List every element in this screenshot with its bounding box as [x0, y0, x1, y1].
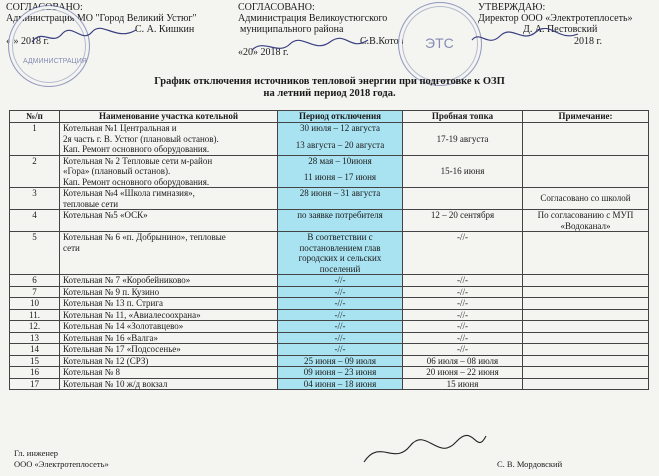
row-name-line: Котельная №4 «Школа гимназия», [63, 188, 195, 198]
row-test: -//- [403, 344, 523, 356]
document-title-line1: График отключения источников тепловой энергии при подготовке к ОЗП [154, 76, 505, 87]
row-test [403, 188, 523, 210]
table-row [10, 332, 649, 344]
footer-position: Гл. инженер [14, 448, 58, 458]
row-name [60, 123, 278, 156]
row-period [278, 232, 403, 275]
row-name-line: Котельная № 2 Тепловые сети м-район [63, 155, 213, 166]
table-row [10, 321, 649, 333]
approval-middle-title: СОГЛАСОВАНО: [238, 2, 315, 13]
approval-right-signer: Д. А. Пестовский [523, 24, 598, 35]
row-number: 15 [10, 355, 60, 367]
table-row [10, 344, 649, 356]
row-name-line: 2я часть г. В. Устюг (плановый останов). [63, 133, 219, 144]
row-number: 1 [10, 123, 60, 156]
row-name: Котельная № 13 п. Стрига [60, 298, 278, 310]
row-period: -//- [278, 286, 403, 298]
row-test: 15 июня [403, 378, 523, 390]
approval-right-title: УТВЕРЖДАЮ: [478, 2, 546, 13]
row-note [523, 355, 649, 367]
row-name-line: Котельная №1 Центральная и [63, 123, 177, 133]
row-name-line: Кап. Ремонт основного оборудования. [63, 176, 210, 187]
middle-signature [250, 36, 370, 58]
row-name: Котельная № 7 «Коробейниково» [60, 275, 278, 287]
approval-left-signer: С. А. Кишкин [135, 24, 195, 35]
row-note [523, 275, 649, 287]
row-period-line: постановлением глав [299, 242, 381, 253]
row-note [523, 309, 649, 321]
table-row [10, 367, 649, 379]
row-test: 15-16 июня [403, 155, 523, 188]
row-number: 10 [10, 298, 60, 310]
row-test: -//- [403, 275, 523, 287]
approval-left-title: СОГЛАСОВАНО: [6, 2, 83, 13]
footer-company: ООО «Электротеплосеть» [14, 459, 109, 469]
row-period: -//- [278, 309, 403, 321]
table-row [10, 309, 649, 321]
row-name: Котельная № 11, «Авиалесоохрана» [60, 309, 278, 321]
row-period [278, 155, 403, 188]
row-name: Котельная № 10 ж/д вокзал [60, 378, 278, 390]
row-number: 11. [10, 309, 60, 321]
row-note [523, 332, 649, 344]
left-signature [30, 24, 140, 50]
row-number: 2 [10, 155, 60, 188]
row-number: 4 [10, 210, 60, 232]
row-note [523, 232, 649, 275]
row-period-line: 11 июня – 17 июня [303, 172, 377, 182]
approval-left-date: « » 2018 г. [6, 36, 49, 47]
row-test: -//- [403, 321, 523, 333]
row-name [60, 155, 278, 188]
footer-signature [360, 432, 490, 472]
col-header-number: №/п [10, 111, 60, 123]
approval-middle-signer: С.В.Котов [360, 36, 404, 47]
row-name-line: Кап. Ремонт основного оборудования. [63, 144, 210, 154]
row-number: 13 [10, 332, 60, 344]
row-period: -//- [278, 332, 403, 344]
row-note: По согласованию с МУП «Водоканал» [523, 210, 649, 232]
row-test: -//- [403, 232, 523, 275]
approval-left-org: Администрация МО "Город Великий Устюг" [6, 13, 197, 24]
row-name: Котельная № 9 п. Кузино [60, 286, 278, 298]
row-period-line: 30 июля – 12 августа [300, 123, 380, 133]
row-name-line: сети [63, 242, 80, 253]
row-name-line: Котельная № 6 «п. Добрынино», тепловые [63, 232, 226, 242]
col-header-period: Период отключения [278, 111, 403, 123]
approval-middle-org2: муниципального района [240, 24, 344, 35]
table-row [10, 210, 649, 232]
row-period-line: 13 августа – 20 августа [295, 139, 385, 150]
table-row [10, 298, 649, 310]
row-period-line: городских и сельских [298, 253, 382, 263]
row-period-line: В соответствии с [307, 232, 373, 242]
row-test: -//- [403, 286, 523, 298]
table-header-row [10, 111, 649, 123]
row-number: 16 [10, 367, 60, 379]
row-test: -//- [403, 332, 523, 344]
row-number: 7 [10, 286, 60, 298]
row-name: Котельная №5 «ОСК» [60, 210, 278, 232]
schedule-table [9, 110, 649, 390]
row-period: 09 июня – 23 июня [278, 367, 403, 379]
row-test: 06 июля – 08 июля [403, 355, 523, 367]
col-header-name: Наименование участка котельной [60, 111, 278, 123]
table-row [10, 155, 649, 188]
row-number: 12. [10, 321, 60, 333]
approval-middle-org: Администрация Великоустюгского [238, 13, 388, 24]
row-period: по заявке потребителя [278, 210, 403, 232]
row-note [523, 286, 649, 298]
row-period: -//- [278, 275, 403, 287]
row-name: Котельная № 8 [60, 367, 278, 379]
row-note: Согласовано со школой [523, 188, 649, 210]
row-note [523, 123, 649, 156]
row-name: Котельная № 14 «Золотавцево» [60, 321, 278, 333]
row-name-line: тепловые сети [63, 198, 119, 209]
row-note [523, 298, 649, 310]
table-row [10, 275, 649, 287]
row-name-line: «Гора» (плановый останов). [63, 166, 171, 176]
col-header-note: Примечание: [523, 111, 649, 123]
row-period: 25 июня – 09 июля [278, 355, 403, 367]
row-test: 12 – 20 сентября [403, 210, 523, 232]
table-row [10, 188, 649, 210]
approval-right-org: Директор ООО «Электротеплосеть» [478, 13, 633, 24]
approval-middle-date: «20» 2018 г. [238, 47, 289, 58]
row-name: Котельная № 16 «Валга» [60, 332, 278, 344]
row-note [523, 344, 649, 356]
row-name: Котельная № 12 (СРЗ) [60, 355, 278, 367]
table-row [10, 355, 649, 367]
row-note [523, 367, 649, 379]
row-note [523, 155, 649, 188]
col-header-test: Пробная топка [403, 111, 523, 123]
approval-right-date: 2018 г. [574, 36, 602, 47]
row-name [60, 188, 278, 210]
row-period: -//- [278, 298, 403, 310]
right-stamp-text: ЭТС [425, 35, 454, 51]
right-signature [470, 28, 580, 50]
row-test: -//- [403, 309, 523, 321]
row-note [523, 378, 649, 390]
row-number: 14 [10, 344, 60, 356]
row-number: 3 [10, 188, 60, 210]
row-name [60, 232, 278, 275]
table-row [10, 123, 649, 156]
row-number: 5 [10, 232, 60, 275]
row-number: 6 [10, 275, 60, 287]
row-period: -//- [278, 321, 403, 333]
table-row [10, 232, 649, 275]
table-row [10, 378, 649, 390]
row-test: 17-19 августа [403, 123, 523, 156]
row-name: Котельная № 17 «Подсосенье» [60, 344, 278, 356]
footer-signer: С. В. Мордовский [497, 459, 563, 469]
row-period-line: поселений [319, 263, 361, 274]
row-number: 17 [10, 378, 60, 390]
document-title-line2: на летний период 2018 года. [263, 88, 396, 99]
row-period-line: 28 мая – 10июня [308, 155, 372, 166]
row-period: 04 июня – 18 июня [278, 378, 403, 390]
row-test: -//- [403, 298, 523, 310]
row-period: 28 июня – 31 августа [278, 188, 403, 210]
row-note [523, 321, 649, 333]
row-period: -//- [278, 344, 403, 356]
row-period [278, 123, 403, 156]
row-test: 20 июня – 22 июня [403, 367, 523, 379]
left-stamp-text: АДМИНИСТРАЦИЯ [23, 58, 87, 65]
table-row [10, 286, 649, 298]
